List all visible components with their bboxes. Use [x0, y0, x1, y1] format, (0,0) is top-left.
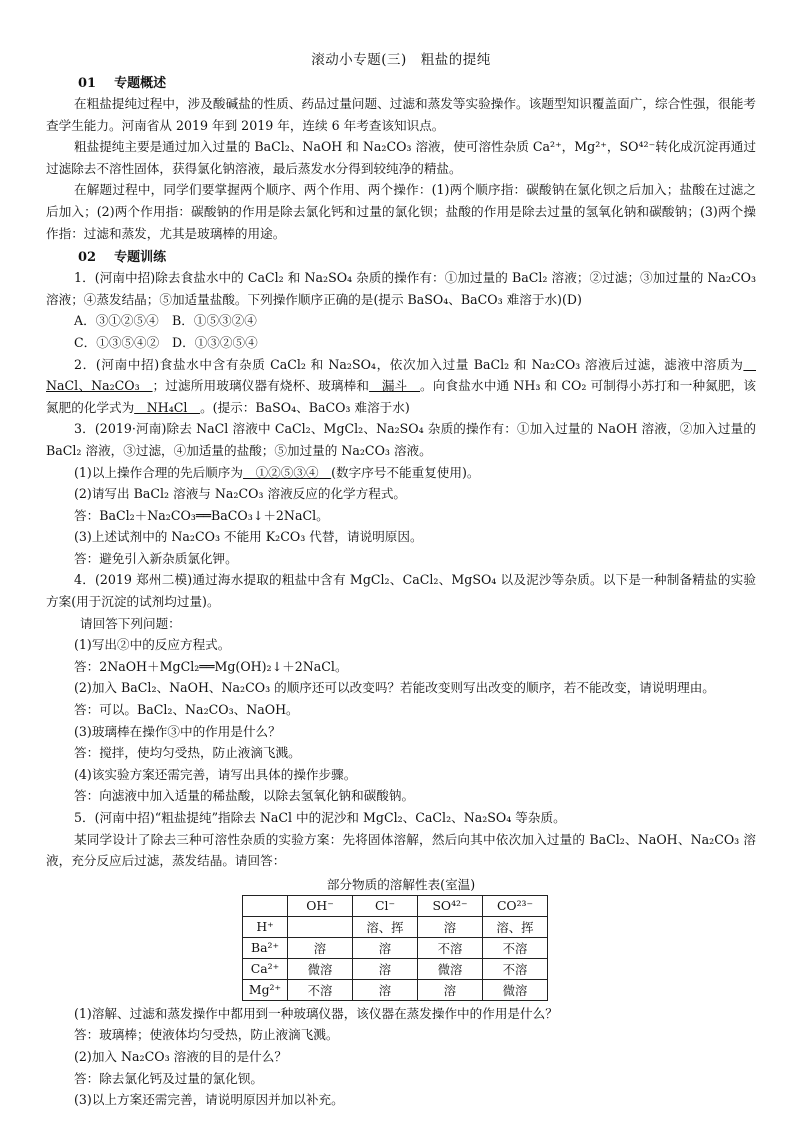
answer-blank: NH₄Cl	[134, 399, 201, 415]
table-cell: H⁺	[243, 916, 288, 937]
question-4-answer-3: 答：搅拌，使均匀受热，防止液滴飞溅。	[74, 745, 301, 761]
table-header-row	[243, 895, 548, 916]
question-4-answer-2: 答：可以。BaCl₂、Na₂CO₃、NaOH。	[74, 702, 299, 718]
overview-paragraph-3: 在解题过程中，同学们要掌握两个顺序、两个作用、两个操作：(1)两个顺序指：碳酸钠在氯化钡之后加入；盐酸在过滤之后加入；(2)两个作用指：碳酸钠的作用是除去氯化钙和过量的氯化钡；盐酸的作用是除去过量的氢氧化钠和碳酸钠；(3)两个操作指：过滤和蒸发，尤其是玻璃棒的用途。	[46, 182, 756, 241]
table-cell: Ca²⁺	[243, 958, 288, 979]
question-3-sub-2: (2)请写出 BaCl₂ 溶液与 Na₂CO₃ 溶液反应的化学方程式。	[74, 486, 407, 502]
question-4-ask: 请回答下列问题：	[80, 615, 181, 631]
question-1-stem: 1．(河南中招)除去食盐水中的 CaCl₂ 和 Na₂SO₄ 杂质的操作有：①加过量的 BaCl₂ 溶液；②过滤；③加过量的 Na₂CO₃ 溶液；④蒸发结晶；⑤加适量盐酸。下列操作顺序正确的是(提示 BaSO₄、BaCO₃ 难溶于水)(D)	[46, 270, 756, 307]
table-header-cell: CO²³⁻	[483, 895, 548, 916]
solubility-table	[242, 895, 548, 1001]
question-1-options-cd	[46, 332, 756, 354]
table-cell: 溶	[353, 937, 418, 958]
option-d: D．①③②⑤④	[172, 334, 258, 350]
table-cell: Ba²⁺	[243, 937, 288, 958]
table-cell: 微溶	[483, 979, 548, 1000]
question-3-answer-2: 答：BaCl₂＋Na₂CO₃══BaCO₃↓＋2NaCl。	[74, 507, 329, 523]
question-4-sub-3: (3)玻璃棒在操作③中的作用是什么？	[74, 723, 281, 739]
question-2: 2．(河南中招)食盐水中含有杂质 CaCl₂ 和 Na₂SO₄，依次加入过量 BaCl₂ 和 Na₂CO₃ 溶液后过滤，滤液中溶质为 NaCl、Na₂CO₃ ；过滤所用玻璃仪器有烧杯、玻璃棒和 漏斗 。向食盐水中通 NH₃ 和 CO₂ 可制得小苏打和一种氮肥，该氮肥的化学式为 NH₄Cl 。(提示：BaSO₄、BaCO₃ 难溶于水)	[46, 356, 757, 415]
question-4-sub-4: (4)该实验方案还需完善，请写出具体的操作步骤。	[74, 766, 357, 782]
page-title: 滚动小专题(三) 粗盐的提纯	[311, 52, 491, 68]
overview-paragraph-2: 粗盐提纯主要是通过加入过量的 BaCl₂、NaOH 和 Na₂CO₃ 溶液，使可溶性杂质 Ca²⁺，Mg²⁺，SO⁴²⁻转化成沉淀再通过过滤除去不溶性固体，获得氯化钠溶液，最后蒸发水分得到较纯净的精盐。	[46, 139, 756, 176]
table-cell: 不溶	[483, 937, 548, 958]
question-5-stem: 5．(河南中招)“粗盐提纯”指除去 NaCl 中的泥沙和 MgCl₂、CaCl₂、Na₂SO₄ 等杂质。	[74, 810, 566, 825]
question-1-options-ab	[46, 310, 756, 332]
solubility-table-title: 部分物质的溶解性表(室温)	[326, 876, 476, 892]
answer-blank: NaCl、Na₂CO₃	[46, 356, 756, 394]
table-cell: 不溶	[418, 937, 483, 958]
table-cell: 微溶	[418, 958, 483, 979]
question-5-sub-1: (1)溶解、过滤和蒸发操作中都用到一种玻璃仪器，该仪器在蒸发操作中的作用是什么？	[74, 1005, 558, 1021]
answer-blank: ①②⑤③④	[242, 464, 332, 480]
question-3-answer-3: 答：避免引入新杂质氯化钾。	[74, 550, 238, 566]
table-cell: Mg²⁺	[243, 979, 288, 1000]
table-row	[243, 916, 548, 937]
question-4-sub-1: (1)写出②中的反应方程式。	[74, 637, 231, 653]
table-cell: 不溶	[288, 979, 353, 1000]
option-a: A．③①②⑤④	[74, 313, 159, 329]
option-c: C．①③⑤④②	[74, 334, 160, 350]
table-cell: 溶	[418, 916, 483, 937]
table-header-cell	[243, 895, 288, 916]
answer-blank: 漏斗	[369, 378, 421, 394]
question-3-sub-3: (3)上述试剂中的 Na₂CO₃ 不能用 K₂CO₃ 代替，请说明原因。	[74, 529, 423, 545]
question-3-sub-1: (1)以上操作合理的先后顺序为 ①②⑤③④ (数字序号不能重复使用)。	[74, 464, 480, 480]
table-cell: 微溶	[288, 958, 353, 979]
section-heading-overview: 01 专题概述	[78, 76, 167, 91]
overview-paragraph-1: 在粗盐提纯过程中，涉及酸碱盐的性质、药品过量问题、过滤和蒸发等实验操作。该题型知识覆盖面广，综合性强，很能考查学生能力。河南省从 2019 年到 2019 年，连续 6 年考查该知识点。	[46, 96, 756, 133]
question-5-answer-1: 答：玻璃棒；使液体均匀受热，防止液滴飞溅。	[74, 1027, 339, 1043]
question-5-answer-2: 答：除去氯化钙及过量的氯化钡。	[74, 1070, 263, 1086]
question-5-sub-2: (2)加入 Na₂CO₃ 溶液的目的是什么？	[74, 1048, 287, 1064]
question-4-answer-4: 答：向滤液中加入适量的稀盐酸，以除去氢氧化钠和碳酸钠。	[74, 788, 415, 804]
table-cell: 溶	[353, 958, 418, 979]
document-page	[46, 48, 756, 1111]
table-row	[243, 958, 548, 979]
table-cell: 溶、挥	[353, 916, 418, 937]
table-row	[243, 937, 548, 958]
table-cell: 溶、挥	[483, 916, 548, 937]
section-heading-training: 02 专题训练	[78, 250, 167, 266]
question-5-sub-3: (3)以上方案还需完善，请说明原因并加以补充。	[74, 1092, 344, 1108]
table-cell: 溶	[353, 979, 418, 1000]
table-cell: 溶	[418, 979, 483, 1000]
table-cell	[288, 916, 353, 937]
option-b: B．①⑤③②④	[172, 313, 257, 329]
table-cell: 不溶	[483, 958, 548, 979]
table-cell: 溶	[288, 937, 353, 958]
question-4-answer-1: 答：2NaOH＋MgCl₂══Mg(OH)₂↓＋2NaCl。	[74, 658, 348, 674]
question-4-sub-2: (2)加入 BaCl₂、NaOH、Na₂CO₃ 的顺序还可以改变吗？若能改变则写出改变的顺序，若不能改变，请说明理由。	[74, 680, 715, 696]
table-header-cell: SO⁴²⁻	[418, 895, 483, 916]
question-4-stem: 4．(2019 郑州二模)通过海水提取的粗盐中含有 MgCl₂、CaCl₂、MgSO₄ 以及泥沙等杂质。以下是一种制备精盐的实验方案(用于沉淀的试剂均过量)。	[46, 572, 756, 610]
table-row	[243, 979, 548, 1000]
table-header-cell: OH⁻	[288, 895, 353, 916]
question-3-stem: 3．(2019·河南)除去 NaCl 溶液中 CaCl₂、MgCl₂、Na₂SO₄ 杂质的操作有：①加入过量的 NaOH 溶液，②加入过量的 BaCl₂ 溶液，③过滤，④加适量的盐酸；⑤加过量的 Na₂CO₃ 溶液。	[46, 421, 756, 458]
table-header-cell: Cl⁻	[353, 895, 418, 916]
question-5-stem-2: 某同学设计了除去三种可溶性杂质的实验方案：先将固体溶解，然后向其中依次加入过量的 BaCl₂、NaOH、Na₂CO₃ 溶液，充分反应后过滤，蒸发结晶。请回答：	[46, 831, 756, 869]
